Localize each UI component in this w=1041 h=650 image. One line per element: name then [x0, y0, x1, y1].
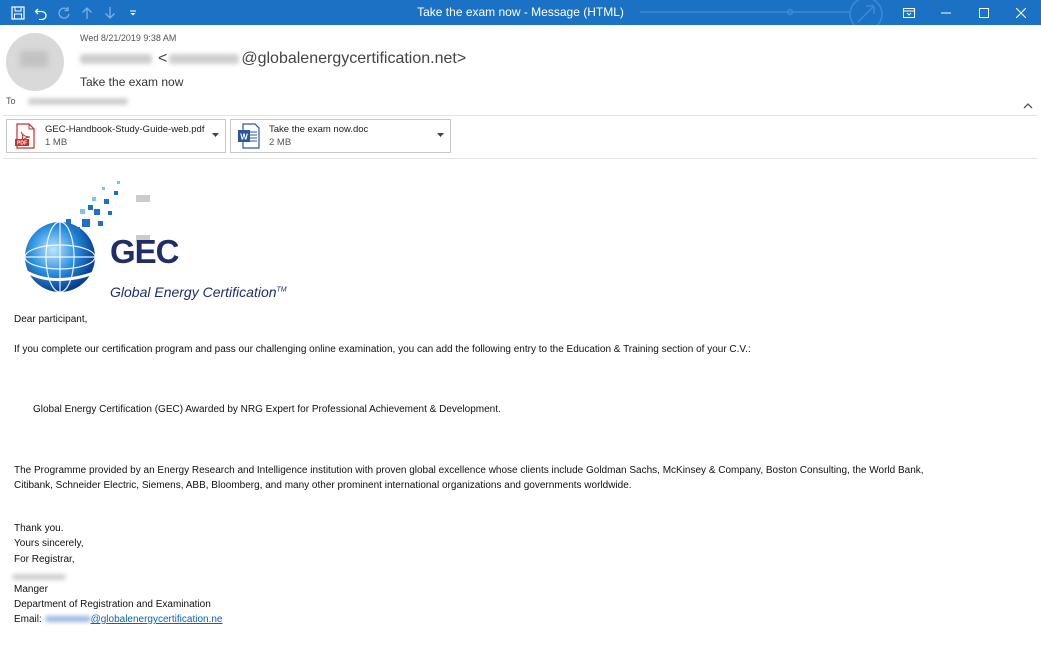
sender[interactable] [80, 50, 466, 68]
signer-email-row [14, 614, 222, 625]
redacted-recipient[interactable] [28, 98, 128, 105]
window-title: Take the exam now - Message (HTML) [417, 5, 624, 19]
logo-subtitle-text: Global Energy Certification [110, 284, 277, 300]
attachment-size: 2 MB [269, 137, 292, 148]
sender-open-bracket: < [158, 50, 168, 67]
attachment-menu-icon[interactable] [212, 133, 219, 138]
closing-thanks: Thank you. [14, 523, 64, 534]
logo-subtitle [110, 284, 287, 300]
signer-title: Manger [14, 584, 48, 595]
attachment-name: Take the exam now.doc [269, 124, 369, 135]
programme-line-1: The Programme provided by an Energy Research and Intelligence institution with proven global excellence whose clients include Goldman Sachs, McKinsey & Company, Boston Consulting, the World Bank, [14, 465, 924, 476]
email-label: Email: [14, 614, 42, 625]
to-row [6, 96, 128, 106]
attachment-menu-icon[interactable] [437, 133, 444, 138]
ribbon-display-icon [903, 8, 915, 18]
redacted-sender-user [169, 54, 239, 64]
attachment-doc[interactable] [230, 119, 451, 153]
greeting: Dear participant, [14, 314, 88, 325]
programme-line-2: Citibank, Schneider Electric, Siemens, ABB, Bloomberg, and many other prominent international organizations and governments worldwide. [14, 480, 632, 491]
message-header [0, 25, 1041, 115]
logo-trademark: TM [276, 286, 287, 294]
minimize-icon [941, 8, 951, 18]
certification-entry: Global Energy Certification (GEC) Awarded by NRG Expert for Professional Achievement & Development. [33, 404, 501, 415]
pdf-type-label: PDF [17, 140, 27, 147]
attachment-name: GEC-Handbook-Study-Guide-web.pdf [45, 124, 205, 135]
sender-domain: @globalenergycertification.net> [241, 50, 467, 67]
pdf-file-icon [13, 123, 37, 149]
closing-yours: Yours sincerely, [14, 538, 84, 549]
gec-logo [22, 179, 302, 299]
attachment-size: 1 MB [45, 137, 68, 148]
chevron-up-icon [1023, 102, 1033, 110]
title-bar [0, 0, 1041, 25]
redacted-email-user [45, 616, 91, 622]
intro-paragraph: If you complete our certification program and pass our challenging online examination, you can add the following entry to the Education & Training section of your C.V.: [14, 344, 751, 355]
logo-gec-text: GEC [110, 233, 179, 270]
signer-department: Department of Registration and Examination [14, 599, 211, 610]
message-subject: Take the exam now [80, 75, 184, 89]
email-domain: @globalenergycertification.ne [90, 614, 223, 625]
close-button[interactable] [1002, 0, 1040, 25]
doc-type-label: W [240, 132, 248, 142]
sent-date: Wed 8/21/2019 9:38 AM [80, 33, 177, 43]
redacted-signer-name [12, 572, 66, 583]
redacted-mark [136, 195, 150, 202]
maximize-button[interactable] [965, 0, 1003, 25]
message-body [0, 159, 1041, 650]
redacted-sender-name [80, 54, 152, 64]
email-link[interactable] [45, 614, 223, 625]
word-file-icon [237, 123, 261, 149]
attachment-pdf[interactable] [6, 119, 226, 153]
close-icon [1016, 8, 1026, 18]
closing-for-registrar: For Registrar, [14, 554, 75, 565]
to-label: To [6, 96, 16, 106]
header-divider [3, 115, 1038, 116]
maximize-icon [979, 8, 989, 18]
ribbon-display-options-button[interactable] [890, 0, 928, 25]
collapse-header-button[interactable] [1023, 97, 1033, 115]
sender-avatar [6, 33, 64, 91]
minimize-button[interactable] [927, 0, 965, 25]
